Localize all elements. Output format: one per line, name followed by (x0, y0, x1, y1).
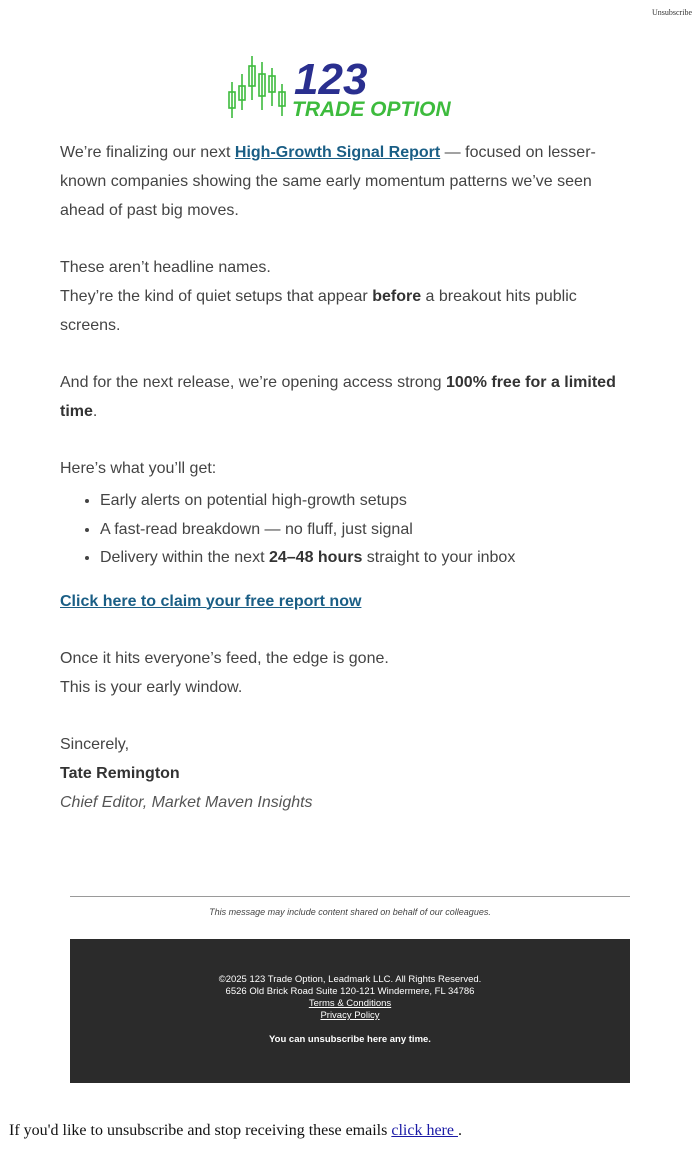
email-body (60, 138, 640, 817)
report-link[interactable]: High-Growth Signal Report (234, 144, 441, 161)
privacy-link[interactable]: Privacy Policy (320, 1010, 380, 1021)
free-emphasis: 100% free for a limited time (60, 374, 616, 420)
bottom-unsubscribe-line (9, 1122, 462, 1140)
bottom-unsubscribe-text: If you'd like to unsubscribe and stop receiving these emails (9, 1122, 392, 1139)
signature-name: Tate Remington (60, 764, 180, 782)
access-text: And for the next release, we’re opening access strong (60, 374, 446, 391)
bottom-unsubscribe-link[interactable]: click here (391, 1122, 458, 1139)
edge-gone-line: Once it hits everyone’s feed, the edge is gone. (60, 649, 389, 667)
address: 6526 Old Brick Road Suite 120-121 Windermere, FL 34786 (225, 986, 475, 997)
delivery-text: Delivery within the next (100, 549, 269, 566)
dark-footer (70, 939, 630, 1083)
list-item (100, 544, 640, 573)
top-unsubscribe-link[interactable]: Unsubscribe (652, 8, 692, 17)
bottom-period: . (457, 1122, 462, 1139)
list-item: • A fast-read breakdown — no fluff, just signal (100, 516, 640, 545)
intro-text-continued: — focused on lesser-known companies showing the same early momentum patterns we’ve seen ahead of past big moves. (60, 144, 596, 219)
signoff: Sincerely, (60, 735, 130, 753)
claim-report-link[interactable]: Click here to claim your free report now (60, 592, 362, 610)
headline-names-line: These aren’t headline names. (60, 259, 271, 276)
footer-unsubscribe-note[interactable]: You can unsubscribe here any time. (269, 1034, 431, 1045)
benefits-list (60, 487, 640, 573)
disclaimer: This message may include content shared on behalf of our colleagues. (209, 907, 491, 917)
candlestick-chart-icon (226, 54, 476, 122)
signature-title: Chief Editor, Market Maven Insights (60, 793, 313, 811)
delivery-text-continued: straight to your inbox (362, 549, 516, 566)
early-window-line: This is your early window. (60, 678, 243, 696)
free-access-paragraph (60, 368, 640, 426)
terms-link[interactable]: Terms & Conditions (308, 998, 392, 1009)
setups-text: They’re the kind of quiet setups that appear (60, 288, 373, 305)
intro-paragraph (60, 138, 640, 225)
what-you-get-heading: Here’s what you’ll get: (60, 460, 217, 477)
logo-number: 123 (294, 55, 368, 104)
quiet-setups-line (60, 282, 640, 340)
logo-text: TRADE OPTION (292, 98, 451, 121)
copyright: ©2025 123 Trade Option, Leadmark LLC. All Rights Reserved. (218, 974, 482, 985)
logo (226, 54, 476, 122)
intro-text: We’re finalizing our next (60, 144, 235, 161)
access-period: . (92, 403, 98, 420)
list-item: • Early alerts on potential high-growth setups (100, 487, 640, 516)
footer-divider (70, 896, 630, 897)
before-emphasis: before (372, 288, 422, 305)
hours-emphasis: 24–48 hours (268, 549, 363, 566)
setups-text-continued: a breakout hits public screens. (60, 288, 577, 334)
